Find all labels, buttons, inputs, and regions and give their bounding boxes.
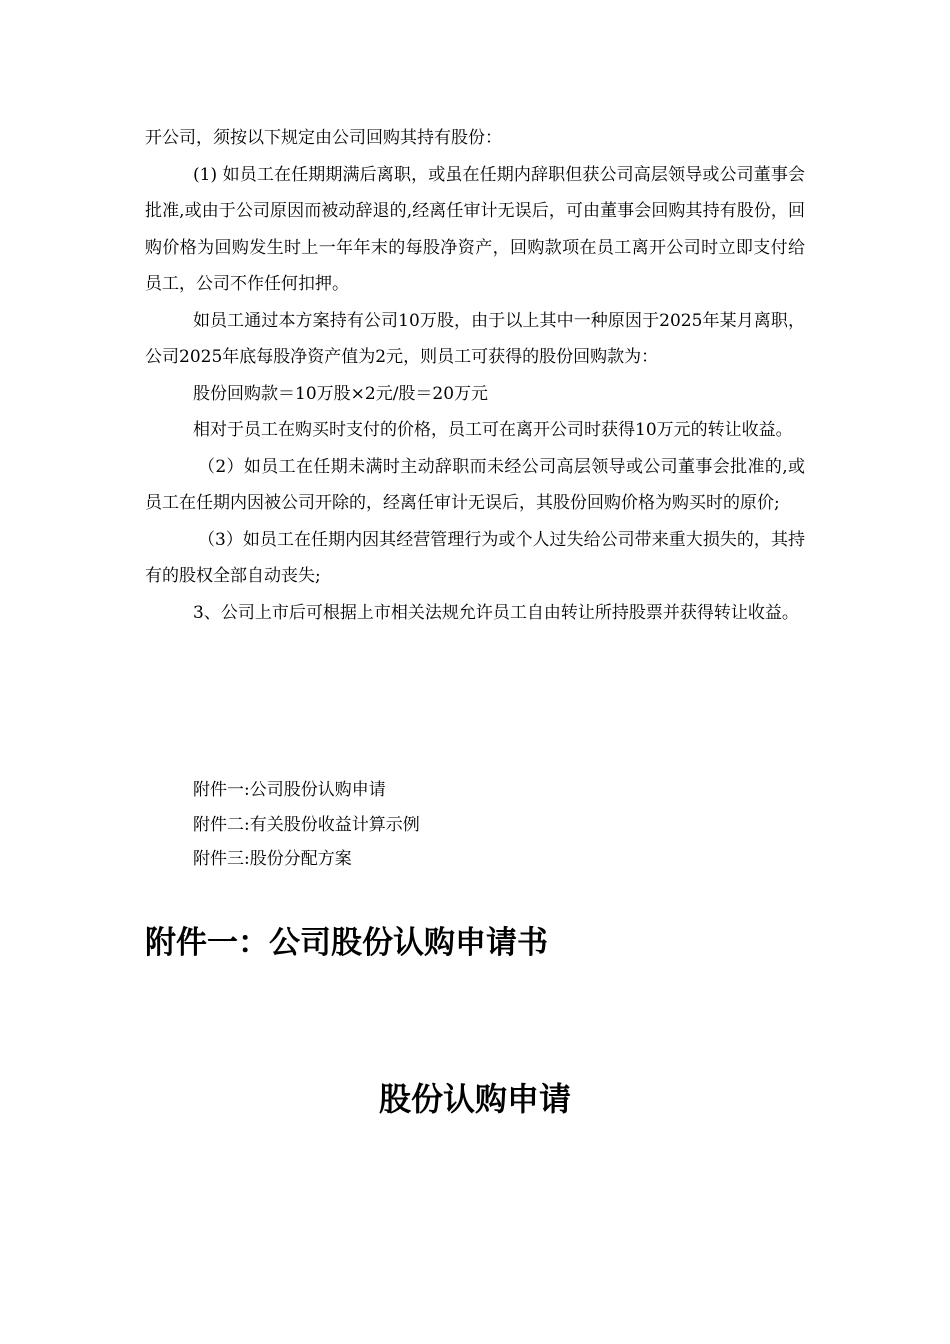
paragraph-formula: 股份回购款＝10万股×2元/股＝20万元	[193, 383, 489, 404]
attachment-item: 附件三:股份分配方案	[193, 849, 352, 869]
paragraph-item-3: 3、公司上市后可根据上市相关法规允许员工自由转让所持股票并获得转让收益。	[193, 602, 799, 623]
paragraph-example: 如员工通过本方案持有公司10万股，由于以上其中一种原因于2025年某月离职，公司2025年底每股净资产值为2元，则员工可获得的股份回购款为：	[145, 310, 805, 367]
paragraph-gain: 相对于员工在购买时支付的价格，员工可在离开公司时获得10万元的转让收益。	[193, 420, 793, 440]
paragraph-continuation: 开公司，须按以下规定由公司回购其持有股份：	[145, 128, 502, 148]
attachment-list	[193, 773, 420, 877]
attachment-item: 附件一:公司股份认购申请	[193, 780, 386, 800]
section-heading: 附件一：公司股份认购申请书	[145, 925, 548, 961]
paragraph-clause-1: (1) 如员工在任期期满后离职，或虽在任期内辞职但获公司高层领导或公司董事会批准,或由于公司原因而被动辞退的,经离任审计无误后，可由董事会回购其持有股份，回购价格为回购发生时上一年年末的每股净资产，回购款项在员工离开公司时立即支付给员工，公司不作任何扣押。	[145, 164, 805, 294]
form-title: 股份认购申请	[378, 1080, 571, 1118]
attachment-item: 附件二:有关股份收益计算示例	[193, 814, 420, 835]
document-body	[145, 120, 805, 631]
paragraph-clause-2: （2）如员工在任期未满时主动辞职而未经公司高层领导或公司董事会批准的,或员工在任期内因被公司开除的，经离任审计无误后，其股份回购价格为购买时的原价;	[145, 456, 805, 513]
paragraph-clause-3: （3）如员工在任期内因其经营管理行为或个人过失给公司带来重大损失的，其持有的股权全部自动丧失;	[145, 529, 805, 586]
